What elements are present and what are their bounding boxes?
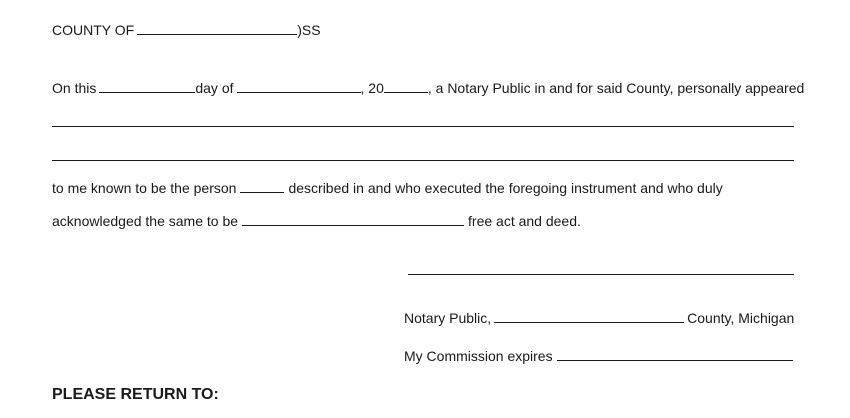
notary-text: , a Notary Public in and for said County, personally appeared — [427, 80, 805, 96]
commission-label: My Commission expires — [404, 348, 553, 364]
month-field[interactable] — [237, 80, 361, 93]
notary-public-label: Notary Public, — [404, 310, 492, 326]
year-field[interactable] — [384, 80, 428, 93]
on-this-label: On this — [52, 80, 97, 96]
return-to-heading: PLEASE RETURN TO: — [52, 386, 219, 403]
appeared-name-line-2[interactable] — [52, 160, 794, 161]
ss-label: )SS — [297, 22, 321, 38]
notary-county-line — [404, 310, 794, 326]
county-line — [52, 22, 321, 38]
year-prefix-label: , 20 — [360, 80, 384, 96]
appeared-name-line-1[interactable] — [52, 126, 794, 127]
day-of-label: day of — [195, 80, 234, 96]
pronoun-field[interactable] — [242, 213, 464, 226]
commission-expires-field[interactable] — [557, 348, 793, 361]
notary-signature-line[interactable] — [408, 274, 794, 275]
day-field[interactable] — [99, 80, 195, 93]
acknowledged-line — [52, 213, 581, 229]
county-label: COUNTY OF — [52, 22, 135, 38]
known-line — [52, 180, 723, 196]
notary-county-field[interactable] — [494, 310, 684, 323]
known-prefix: to me known to be the person — [52, 180, 237, 196]
county-michigan-label: County, Michigan — [687, 310, 795, 326]
county-field[interactable] — [137, 22, 297, 35]
appearance-line — [52, 80, 804, 96]
acknowledged-suffix: free act and deed. — [468, 213, 581, 229]
acknowledged-prefix: acknowledged the same to be — [52, 213, 239, 229]
commission-line — [404, 348, 797, 364]
person-plural-field[interactable] — [240, 180, 284, 193]
known-suffix: described in and who executed the foregoing instrument and who duly — [288, 180, 723, 196]
